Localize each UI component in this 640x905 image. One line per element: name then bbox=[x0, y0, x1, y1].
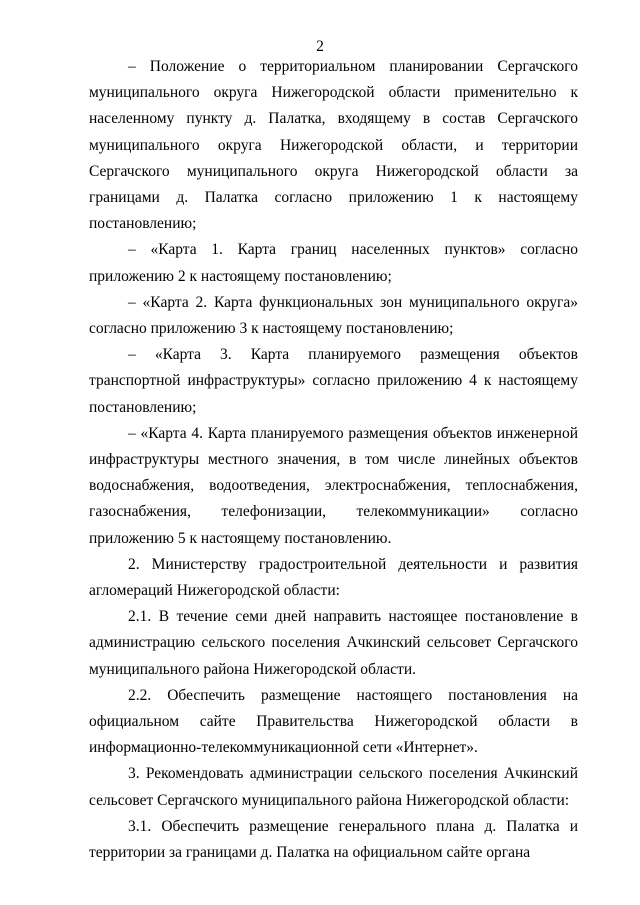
paragraph-regulation-item: – Положение о территориальном планировании Сергачского муниципального округа Нижегородской области применительно к населенному пункту д. Палатка, входящему в состав Сергачского муниципального округа Нижегородской области, и территории Сергачского муниципального округа Нижегородской области за границами д. Палатка согласно приложению 1 к настоящему постановлению; bbox=[89, 58, 578, 233]
paragraph-map-3-item: – «Карта 3. Карта планируемого размещения объектов транспортной инфраструктуры» согласно приложению 4 к настоящему постановлению; bbox=[89, 346, 578, 416]
paragraph-map-4-item: – «Карта 4. Карта планируемого размещения объектов инженерной инфраструктуры местного значения, в том числе линейных объектов водоснабжения, водоотведения, электроснабжения, теплоснабжения, газоснабжения, телефонизации, телекоммуникации» согласно приложению 5 к настоящему постановлению. bbox=[89, 424, 578, 547]
paragraph-clause-2-1: 2.1. В течение семи дней направить настоящее постановление в администрацию сельского поселения Ачкинский сельсовет Сергачского муниципального района Нижегородской области. bbox=[89, 608, 578, 678]
page-number: 2 bbox=[316, 38, 324, 55]
paragraph-map-2-item: – «Карта 2. Карта функциональных зон муниципального округа» согласно приложению 3 к настоящему постановлению; bbox=[89, 293, 578, 338]
paragraph-clause-2-2: 2.2. Обеспечить размещение настоящего постановления на официальном сайте Правительства Нижегородской области в информационно-телекоммуникационной сети «Интернет». bbox=[89, 686, 578, 757]
paragraph-clause-3-1: 3.1. Обеспечить размещение генерального плана д. Палатка и территории за границами д. Палатка на официальном сайте органа bbox=[89, 817, 578, 862]
paragraph-map-1-item: – «Карта 1. Карта границ населенных пунктов» согласно приложению 2 к настоящему постановлению; bbox=[89, 241, 578, 285]
paragraph-clause-2: 2. Министерству градостроительной деятельности и развития агломераций Нижегородской области: bbox=[89, 555, 578, 600]
document-body bbox=[89, 54, 578, 866]
paragraph-clause-3: 3. Рекомендовать администрации сельского поселения Ачкинский сельсовет Сергачского муниципального района Нижегородской области: bbox=[89, 765, 578, 809]
